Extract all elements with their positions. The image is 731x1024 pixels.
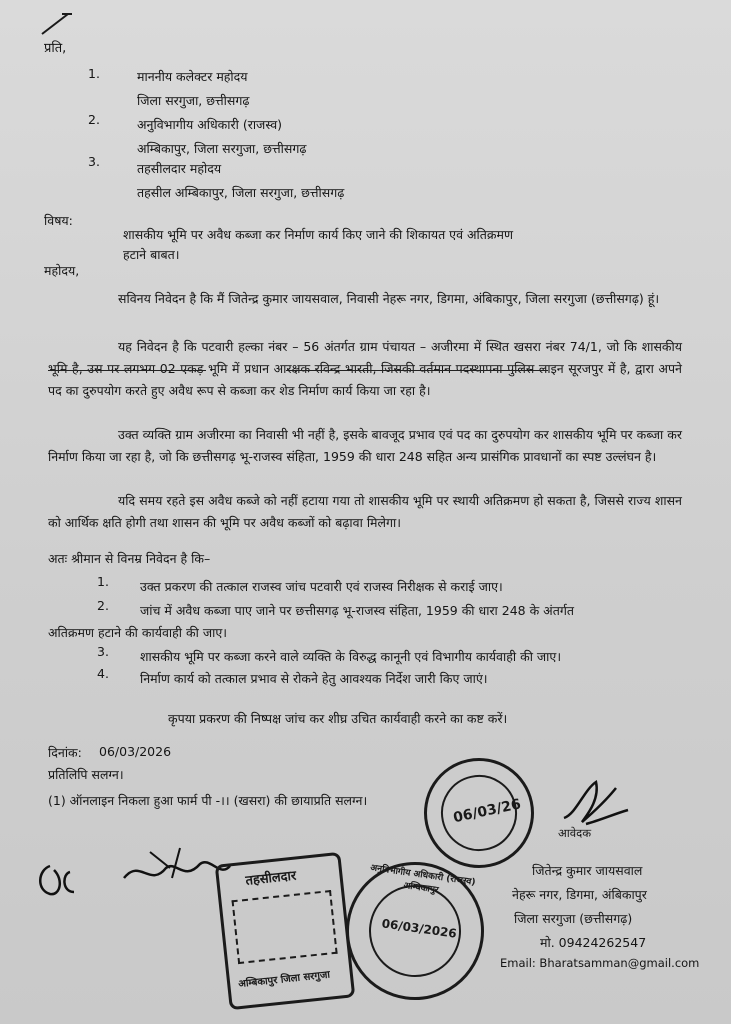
request-3-number: 3. (97, 644, 109, 659)
request-1-number: 1. (97, 574, 109, 589)
salutation-to: प्रति, (44, 41, 67, 56)
recipient-1-number: 1. (88, 66, 100, 81)
request-2-text: जांच में अवैध कब्जा पाए जाने पर छत्तीसगढ़ भू-राजस्व संहिता, 1959 की धारा 248 के अंतर्गत (140, 603, 575, 618)
applicant-email: Email: Bharatsamman@gmail.com (500, 956, 700, 970)
date-value: 06/03/2026 (99, 744, 172, 759)
pen-stroke-mark (38, 10, 78, 40)
paragraph-intro: सविनय निवेदन है कि मैं जितेन्द्र कुमार जायसवाल, निवासी नेहरू नगर, डिगमा, अंबिकापुर, जिला सरगुजा (छत्तीसगढ़) हूं। (118, 291, 660, 306)
recipient-3-line2: तहसील अम्बिकापुर, जिला सरगुजा, छत्तीसगढ़ (137, 185, 345, 200)
underline-accused (286, 370, 548, 371)
tehsildar-stamp-office: अम्बिकापुर जिला सरगुजा (237, 969, 331, 991)
sdm-stamp-office: अनुविभागीय अधिकारी (राजस्व) अम्बिकापुर (369, 863, 477, 896)
copy-item: (1) ऑनलाइन निकला हुआ फार्म पी -।। (खसरा) की छायाप्रति सलग्न। (48, 793, 368, 808)
tehsildar-stamp (215, 852, 356, 1010)
applicant-address-1: नेहरू नगर, डिगमा, अंबिकापुर (512, 887, 647, 902)
tehsildar-stamp-title: तहसीलदार (244, 868, 297, 889)
closing-request: कृपया प्रकरण की निष्पक्ष जांच कर शीघ्र उचित कार्यवाही करने का कष्ट करें। (168, 711, 508, 726)
subject-line1: शासकीय भूमि पर अवैध कब्जा कर निर्माण कार्य किए जाने की शिकायत एवं अतिक्रमण (123, 227, 514, 242)
applicant-phone: मो. 09424262547 (540, 935, 647, 950)
greeting: महोदय, (44, 263, 80, 278)
request-4-text: निर्माण कार्य को तत्काल प्रभाव से रोकने हेतु आवश्यक निर्देश जारी किए जाएं। (140, 671, 488, 686)
recipient-1-line1: माननीय कलेक्टर महोदय (137, 69, 248, 84)
recipient-2-line1: अनुविभागीय अधिकारी (राजस्व) (137, 117, 283, 132)
recipient-3-line1: तहसीलदार महोदय (137, 161, 222, 176)
date-label: दिनांक: (48, 745, 82, 760)
request-1-text: उक्त प्रकरण की तत्काल राजस्व जांच पटवारी एवं राजस्व निरीक्षक से कराई जाए। (140, 579, 503, 594)
request-intro: अतः श्रीमान से विनम्र निवेदन है कि– (48, 551, 211, 566)
sdm-stamp-date: 06/03/2026 (380, 916, 458, 941)
subject-line2: हटाने बाबत। (123, 247, 180, 262)
subject-label: विषय: (44, 213, 73, 228)
request-4-number: 4. (97, 666, 109, 681)
recipient-3-number: 3. (88, 154, 100, 169)
applicant-address-2: जिला सरगुजा (छत्तीसगढ़) (514, 911, 633, 926)
request-2-number: 2. (97, 598, 109, 613)
recipient-2-line2: अम्बिकापुर, जिला सरगुजा, छत्तीसगढ़ (137, 141, 307, 156)
copy-label: प्रतिलिपि सलग्न। (48, 767, 124, 782)
recipient-2-number: 2. (88, 112, 100, 127)
paragraph-complaint: यह निवेदन है कि पटवारी हल्का नंबर – 56 अंतर्गत ग्राम पंचायत – अजीरमा में स्थित खसरा नंबर 74/1, जो कि शासकीय भूमि है, उस पर लगभग 02 एकड़ भूमि में प्रधान आरक्षक रविन्द्र भारती, जिसकी वर्तमान पदस्थापना पुलिस लाइन सूरजपुर में है, द्वारा अपने पद का दुरुपयोग करते हुए अवैध रूप से कब्जा कर शेड निर्माण कार्य किया जा रहा है। (48, 339, 682, 398)
applicant-label: आवेदक (558, 826, 592, 840)
underline-khasra (48, 370, 206, 371)
collector-stamp-date: 06/03/26 (451, 796, 523, 827)
applicant-name: जितेन्द्र कुमार जायसवाल (532, 863, 643, 878)
paragraph-consequence: यदि समय रहते इस अवैध कब्जे को नहीं हटाया गया तो शासकीय भूमि पर स्थायी अतिक्रमण हो सकता है, जिससे राज्य शासन को आर्थिक क्षति होगी तथा शासन की भूमि पर अवैध कब्जों को बढ़ावा मिलेगा। (48, 493, 682, 530)
sdm-stamp (337, 853, 493, 1009)
request-2-text-cont: अतिक्रमण हटाने की कार्यवाही की जाए। (48, 625, 227, 640)
collector-receipt-stamp (414, 748, 544, 878)
recipient-1-line2: जिला सरगुजा, छत्तीसगढ़ (137, 93, 250, 108)
paragraph-violation: उक्त व्यक्ति ग्राम अजीरमा का निवासी भी नहीं है, इसके बावजूद प्रभाव एवं पद का दुरुपयोग कर शासकीय भूमि पर कब्जा कर निर्माण किया जा रहा है, जो कि छत्तीसगढ़ भू-राजस्व संहिता, 1959 की धारा 248 सहित अन्य प्रासंगिक प्रावधानों का स्पष्ट उल्लंघन है। (48, 427, 682, 464)
request-3-text: शासकीय भूमि पर कब्जा करने वाले व्यक्ति के विरुद्ध कानूनी एवं विभागीय कार्यवाही की जाए। (140, 649, 562, 664)
pc-mark (30, 850, 90, 910)
